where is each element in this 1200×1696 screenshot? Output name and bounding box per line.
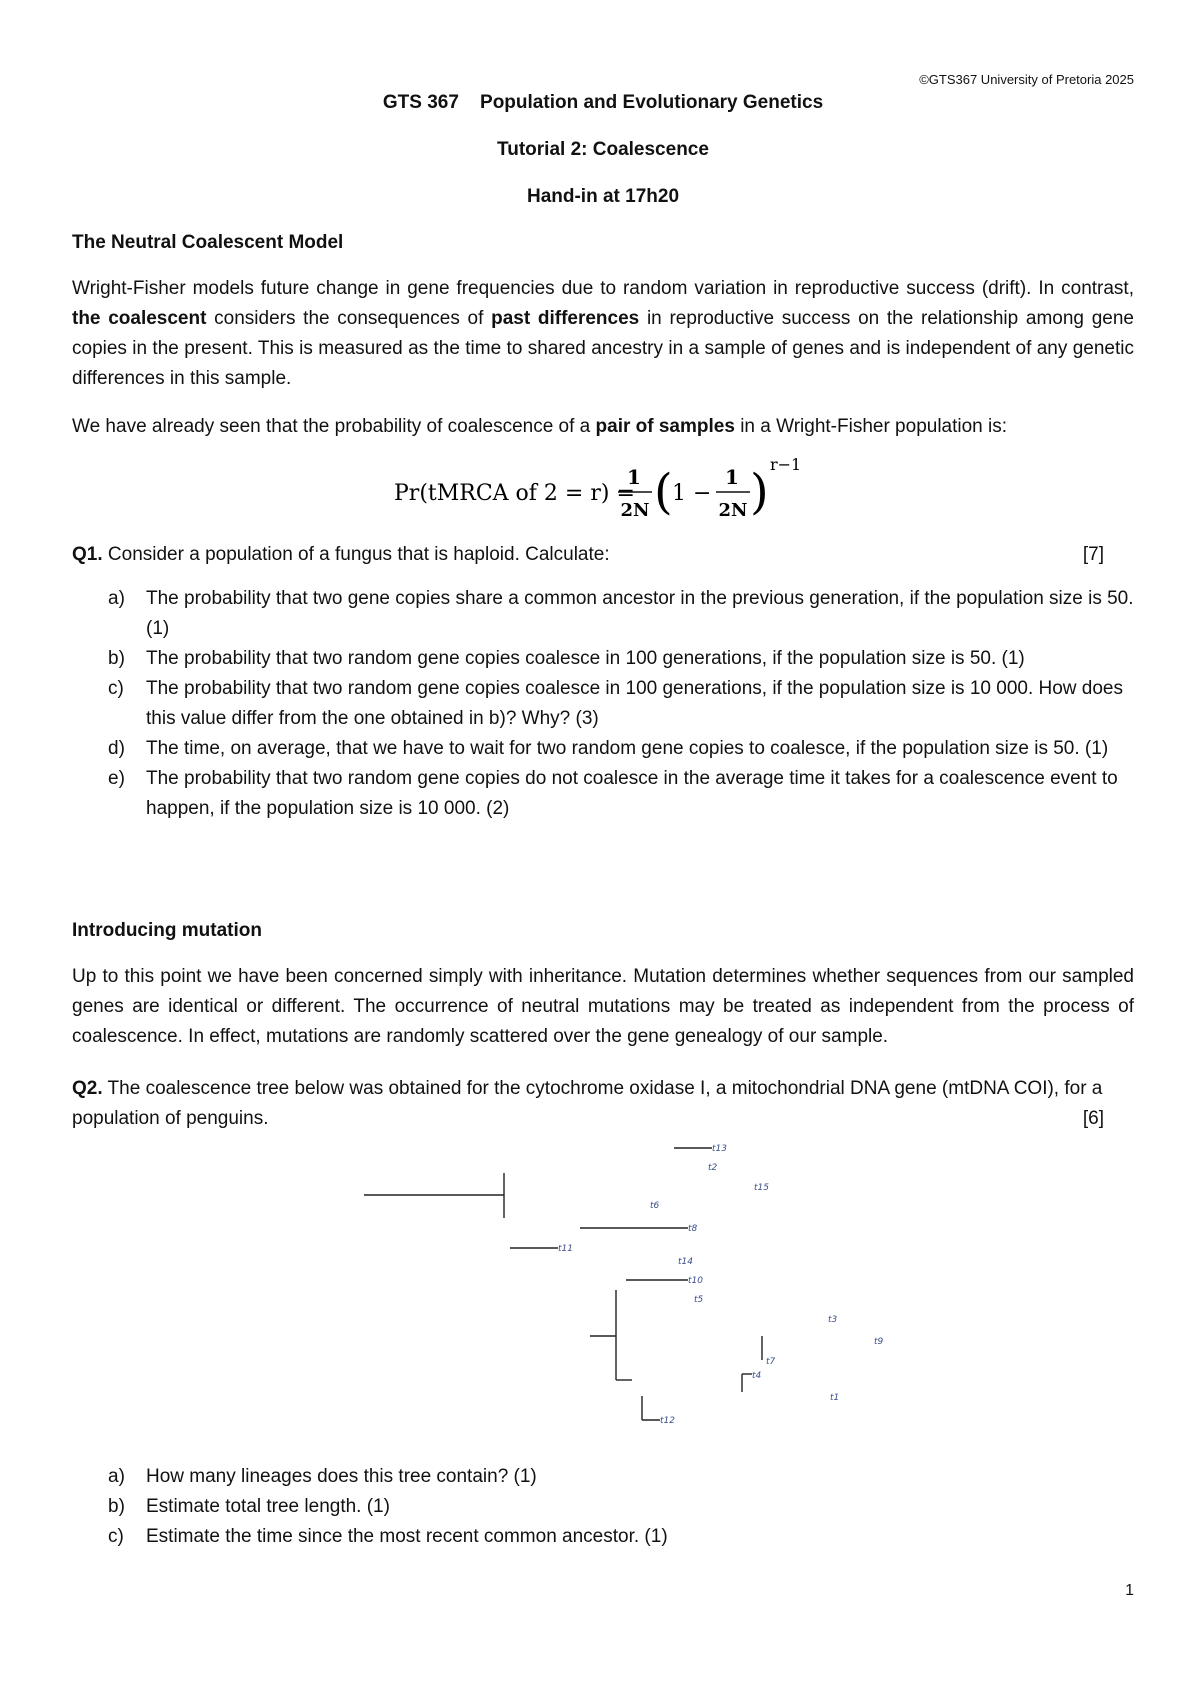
page-number: 1 xyxy=(1125,1582,1134,1599)
item-label: d) xyxy=(108,738,125,759)
item-text: Estimate the time since the most recent common ancestor. (1) xyxy=(146,1526,668,1547)
item-text: The probability that two random gene copies do not coalesce in the average time it takes for a coalescence event to happen, if the population size is 10 000. (2) xyxy=(146,768,1118,819)
text-span: in a Wright-Fisher population is: xyxy=(734,416,1008,437)
item-text: The probability that two random gene copies coalesce in 100 generations, if the population size is 50. (1) xyxy=(146,648,1025,669)
q2-item-b xyxy=(72,1492,1134,1522)
item-text: The probability that two random gene copies coalesce in 100 generations, if the population size is 10 000. How does this value differ from the one obtained in b)? Why? (3) xyxy=(146,678,1123,729)
tip-label: t5 xyxy=(694,1295,704,1305)
text-span: in reproductive success on the relationship among gene copies in the present. This is measured as the time to shared ancestry in a sample of genes and is independent of any genetic differences in this sample. xyxy=(72,308,1134,389)
formula-exponent: r−1 xyxy=(770,456,802,474)
q2-item-a xyxy=(72,1462,1134,1492)
text-span: We have already seen that the probability of coalescence of a xyxy=(72,416,596,437)
item-label: b) xyxy=(108,1496,125,1517)
coalescence-tree-figure xyxy=(340,1140,900,1440)
formula-right-paren: ) xyxy=(750,464,769,520)
tutorial-title: Tutorial 2: Coalescence xyxy=(497,139,709,160)
tip-label: t12 xyxy=(660,1416,675,1426)
q1-items xyxy=(72,584,1134,824)
question-2 xyxy=(72,1074,1104,1134)
mutation-paragraph: Up to this point we have been concerned simply with inheritance. Mutation determines whether sequences from our sampled genes are identical or different. The occurrence of neutral mutations may be treated as independent from the process of coalescence. In effect, mutations are randomly scattered over the gene genealogy of our sample. xyxy=(72,966,1134,1047)
q2-item-c xyxy=(72,1522,1134,1552)
bold-term-coalescent: the coalescent xyxy=(72,308,207,329)
bold-term-past-differences: past differences xyxy=(491,308,640,329)
section-heading-coalescent: The Neutral Coalescent Model xyxy=(72,232,344,253)
q1-item-c xyxy=(72,674,1134,734)
q2-text: The coalescence tree below was obtained for the cytochrome oxidase I, a mitochondrial DNA gene (mtDNA COI), for a population of penguins. xyxy=(72,1078,1103,1129)
formula-inner-denominator: 2N xyxy=(718,500,748,521)
q1-item-b xyxy=(72,644,1134,674)
item-text: Estimate total tree length. (1) xyxy=(146,1496,390,1517)
formula-one-minus: 1 − xyxy=(672,481,712,506)
tip-label: t15 xyxy=(754,1183,769,1193)
course-title xyxy=(72,92,1134,114)
item-label: e) xyxy=(108,768,125,789)
coalescence-probability-formula xyxy=(324,456,844,526)
course-name: Population and Evolutionary Genetics xyxy=(480,92,824,113)
item-label: a) xyxy=(108,588,125,609)
intro-paragraph xyxy=(72,274,1134,394)
course-code: GTS 367 xyxy=(382,92,459,113)
q1-item-e xyxy=(72,764,1134,824)
tip-label: t7 xyxy=(766,1357,776,1367)
q1-item-a xyxy=(72,584,1134,644)
item-text: How many lineages does this tree contain? (1) xyxy=(146,1466,537,1487)
tip-label: t11 xyxy=(558,1244,573,1254)
item-label: c) xyxy=(108,1526,124,1547)
q1-label: Q1. xyxy=(72,544,103,565)
handin-time: Hand-in at 17h20 xyxy=(526,186,680,207)
text-span: considers the consequences of xyxy=(206,308,492,329)
tip-label: t14 xyxy=(678,1257,693,1267)
formula-left-paren: ( xyxy=(654,464,673,520)
tip-label: t6 xyxy=(650,1201,660,1211)
copyright-notice: ©GTS367 University of Pretoria 2025 xyxy=(919,72,1134,87)
formula-numerator: 1 xyxy=(627,465,641,489)
tip-label: t10 xyxy=(688,1276,703,1286)
q2-marks: [6] xyxy=(1082,1108,1104,1129)
bold-term-pair-of-samples: pair of samples xyxy=(595,416,735,437)
tip-label: t2 xyxy=(708,1163,718,1173)
tip-label: t13 xyxy=(712,1144,727,1154)
text-span: Wright-Fisher models future change in gene frequencies due to random variation in reproductive success (drift). In contrast, xyxy=(72,278,1134,299)
formula-lhs: Pr(tMRCA of 2 = r) = xyxy=(394,481,635,506)
formula-intro-paragraph xyxy=(72,412,1134,442)
q1-marks: [7] xyxy=(1082,544,1104,565)
question-1 xyxy=(72,540,1104,570)
item-label: a) xyxy=(108,1466,125,1487)
q1-text: Consider a population of a fungus that is haploid. Calculate: xyxy=(102,544,610,565)
q2-items xyxy=(72,1462,1134,1552)
tip-label: t1 xyxy=(830,1393,840,1403)
q2-label: Q2. xyxy=(72,1078,103,1099)
item-label: b) xyxy=(108,648,125,669)
item-text: The probability that two gene copies share a common ancestor in the previous generation, if the population size is 50. (1) xyxy=(146,588,1134,639)
tip-label: t4 xyxy=(752,1371,762,1381)
formula-inner-numerator: 1 xyxy=(725,465,739,489)
formula-denominator: 2N xyxy=(620,500,650,521)
q1-item-d xyxy=(72,734,1134,764)
tip-label: t9 xyxy=(874,1337,884,1347)
tip-label: t3 xyxy=(828,1315,838,1325)
section-heading-mutation: Introducing mutation xyxy=(72,920,262,941)
item-text: The time, on average, that we have to wait for two random gene copies to coalesce, if the population size is 50. (1) xyxy=(146,738,1109,759)
item-label: c) xyxy=(108,678,124,699)
tip-label: t8 xyxy=(688,1224,698,1234)
